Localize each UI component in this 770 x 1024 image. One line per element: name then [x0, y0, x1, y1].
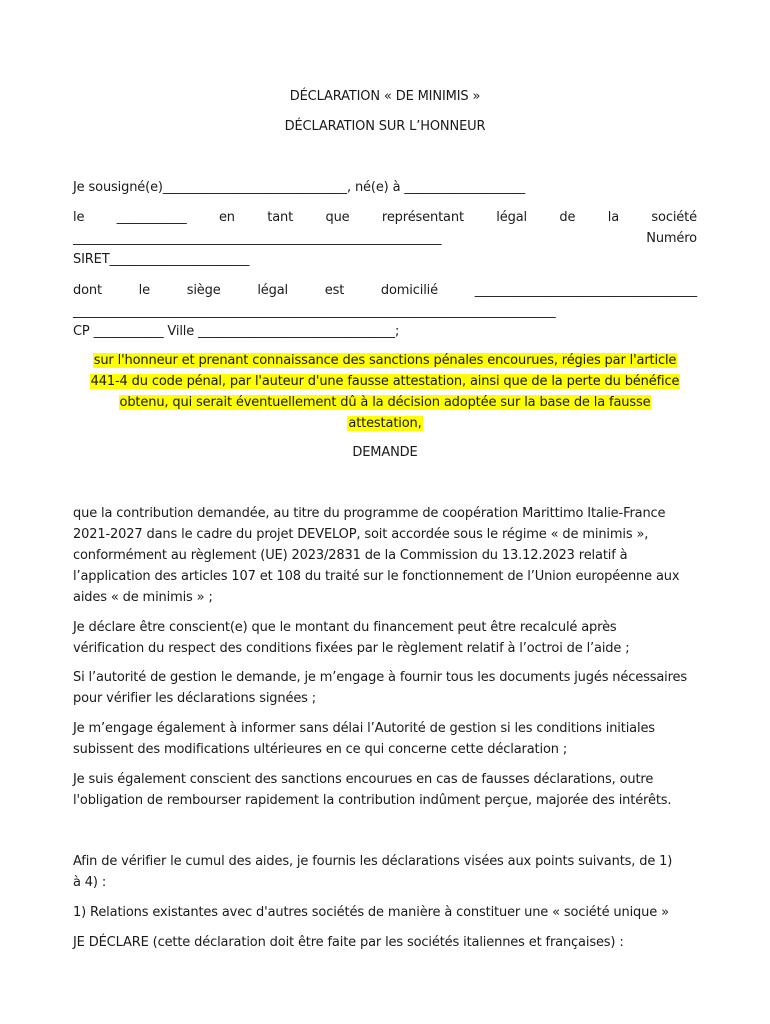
representant-word: société: [651, 210, 697, 225]
highlight-line: [0, 392, 770, 413]
representant-word: le: [73, 210, 85, 225]
representant-word: que: [325, 210, 350, 225]
domicile-word: dont: [73, 283, 102, 298]
domicile-line: [73, 280, 697, 301]
paragraph-line: subissent des modifications ultérieures en ce qui concerne cette déclaration ;: [73, 742, 568, 757]
domicile-word: siège: [186, 283, 221, 298]
paragraph-line: l’application des articles 107 et 108 du traité sur le fonctionnement de l’Union européenne aux: [73, 569, 680, 584]
numero-blank: __________________________________________________________: [73, 231, 442, 246]
domicile-word: légal: [257, 283, 289, 298]
domicile-word: domicilié: [380, 283, 438, 298]
highlight-text: attestation,: [348, 416, 422, 431]
je-declare-line: JE DÉCLARE (cette déclaration doit être faite par les sociétés italiennes et françaises) :: [73, 935, 624, 950]
representant-word: représentant: [381, 210, 464, 225]
document-subtitle: DÉCLARATION SUR L’HONNEUR: [284, 119, 486, 134]
highlight-text: sur l'honneur et prenant connaissance des sanctions pénales encourues, régies par l'article: [93, 353, 677, 368]
highlight-line: [0, 350, 770, 371]
paragraph-line: pour vérifier les déclarations signées ;: [73, 691, 316, 706]
paragraph-line: 2021-2027 dans le cadre du projet DEVELOP, soit accordée sous le régime « de minimis »,: [73, 527, 649, 542]
sousigne-line: Je sousigné(e)_____________________________, né(e) à ___________________: [73, 180, 526, 195]
representant-word: légal: [496, 210, 527, 225]
blank-address-line: ____________________________________________________________________________: [73, 304, 556, 319]
document-title: DÉCLARATION « DE MINIMIS »: [289, 89, 481, 104]
paragraph-line: l'obligation de rembourser rapidement la contribution indûment perçue, majorée des intérêts.: [73, 793, 672, 808]
domicile-word: est: [324, 283, 345, 298]
point-1-heading: 1) Relations existantes avec d'autres sociétés de manière à constituer une « société unique »: [73, 905, 669, 920]
domicile-blank: ___________________________________: [474, 283, 697, 298]
representant-word: ___________: [116, 210, 187, 225]
highlight-text: 441-4 du code pénal, par l'auteur d'une fausse attestation, ainsi que de la perte du bénéfice: [90, 374, 680, 389]
representant-word: en: [218, 210, 235, 225]
highlight-text: obtenu, qui serait éventuellement dû à la décision adoptée sur la base de la fausse: [119, 395, 651, 410]
paragraph-line: que la contribution demandée, au titre du programme de coopération Marittimo Italie-France: [73, 506, 666, 521]
highlight-line: [0, 413, 770, 434]
numero-label: Numéro: [646, 231, 697, 246]
paragraph-line: Je déclare être conscient(e) que le montant du financement peut être recalculé après: [73, 620, 617, 635]
paragraph-line: Je suis également conscient des sanctions encourues en cas de fausses déclarations, outre: [73, 772, 654, 787]
siret-line: SIRET______________________: [73, 252, 250, 267]
domicile-word: le: [138, 283, 150, 298]
representant-line: [73, 207, 697, 228]
paragraph-line: aides « de minimis » ;: [73, 590, 213, 605]
numero-line: [73, 228, 697, 249]
paragraph-line: vérification du respect des conditions fixées par le règlement relatif à l’octroi de l’aide ;: [73, 641, 630, 656]
paragraph-line: Je m’engage également à informer sans délai l’Autorité de gestion si les conditions initiales: [73, 721, 655, 736]
representant-word: la: [607, 210, 620, 225]
representant-word: tant: [267, 210, 294, 225]
cp-ville-line: CP ___________ Ville _______________________________;: [73, 324, 400, 339]
demande-heading: DEMANDE: [352, 445, 418, 460]
paragraph-line: à 4) :: [73, 875, 107, 890]
highlight-line: [0, 371, 770, 392]
paragraph-line: Afin de vérifier le cumul des aides, je fournis les déclarations visées aux points suivants, de 1): [73, 854, 673, 869]
paragraph-line: Si l’autorité de gestion le demande, je m’engage à fournir tous les documents jugés nécessaires: [73, 670, 687, 685]
paragraph-line: conformément au règlement (UE) 2023/2831 de la Commission du 13.12.2023 relatif à: [73, 548, 628, 563]
representant-word: de: [559, 210, 576, 225]
